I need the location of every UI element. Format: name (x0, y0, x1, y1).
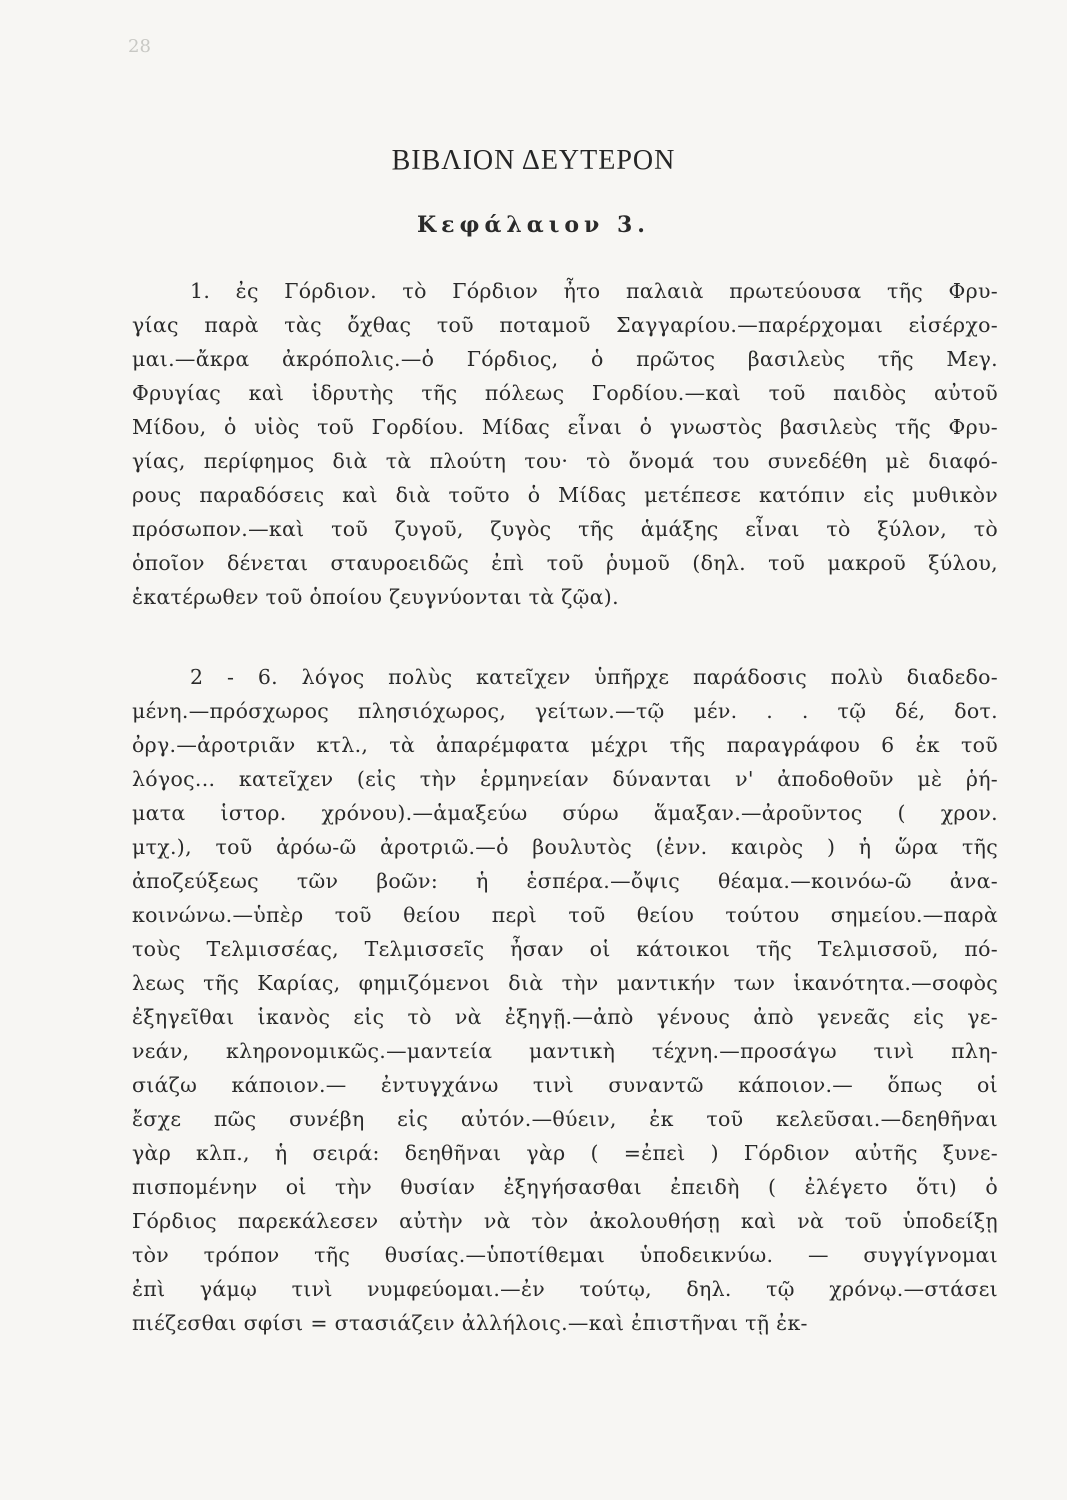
text-line: πρόσωπον.—καὶ τοῦ ζυγοῦ, ζυγὸς τῆς ἁμάξης εἶναι τὸ ξύλον, τὸ (132, 517, 998, 541)
paragraph-section-1 (132, 274, 998, 614)
text-line: τοὺς Τελμισσέας, Τελμισσεῖς ἦσαν οἱ κάτοικοι τῆς Τελμισσοῦ, πό- (132, 937, 998, 961)
text-line: μτχ.), τοῦ ἀρόω-ῶ ἀροτριῶ.—ὁ βουλυτὸς (ἐνν. καιρὸς ) ἡ ὥρα τῆς (132, 835, 998, 859)
text-line: Φρυγίας καὶ ἱδρυτὴς τῆς πόλεως Γορδίου.—καὶ τοῦ παιδὸς αὐτοῦ (132, 381, 998, 405)
text-line: γίας, περίφημος διὰ τὰ πλούτη του· τὸ ὄνομά του συνεδέθη μὲ διαφό- (132, 449, 998, 473)
paragraph-sections-2-6 (132, 660, 998, 1340)
text-line: ἀποζεύξεως τῶν βοῶν: ἡ ἑσπέρα.—ὄψις θέαμα.—κοινόω-ῶ ἀνα- (132, 869, 998, 893)
text-line: ἐξηγεῖθαι ἱκανὸς εἰς τὸ νὰ ἐξηγῇ.—ἀπὸ γένους ἀπὸ γενεᾶς εἰς γε- (132, 1005, 998, 1029)
text-line: ὁποῖον δένεται σταυροειδῶς ἐπὶ τοῦ ῥυμοῦ (δηλ. τοῦ μακροῦ ξύλου, (132, 551, 998, 575)
text-line: νεάν, κληρονομικῶς.—μαντεία μαντικὴ τέχνη.—προσάγω τινὶ πλη- (132, 1039, 998, 1063)
text-line: 2 - 6. λόγος πολὺς κατεῖχεν ὑπῆρχε παράδοσις πολὺ διαδεδο- (190, 665, 998, 689)
text-line: σιάζω κάποιον.— ἐντυγχάνω τινὶ συναντῶ κάποιον.— ὅπως οἱ (132, 1073, 998, 1097)
text-line: ματα ἱστορ. χρόνου).—ἁμαξεύω σύρω ἅμαξαν.—ἀροῦντος ( χρον. (132, 801, 998, 825)
text-line: Μίδου, ὁ υἱὸς τοῦ Γορδίου. Μίδας εἶναι ὁ γνωστὸς βασιλεὺς τῆς Φρυ- (132, 415, 998, 439)
text-line: 1. ἐς Γόρδιον. τὸ Γόρδιον ἦτο παλαιὰ πρωτεύουσα τῆς Φρυ- (190, 279, 998, 303)
text-line: πιέζεσθαι σφίσι = στασιάζειν ἀλλήλοις.—καὶ ἐπιστῆναι τῇ ἐκ- (132, 1311, 808, 1335)
text-line: μένη.—πρόσχωρος πλησιόχωρος, γείτων.—τῷ μέν. . . τῷ δέ, δοτ. (132, 699, 998, 723)
page-number: 28 (128, 36, 151, 57)
text-line: Γόρδιος παρεκάλεσεν αὐτὴν νὰ τὸν ἀκολουθήσῃ καὶ νὰ τοῦ ὑποδείξῃ (132, 1209, 998, 1233)
text-line: κοινώνω.—ὑπὲρ τοῦ θείου περὶ τοῦ θείου τούτου σημείου.—παρὰ (132, 903, 998, 927)
text-line: ρους παραδόσεις καὶ διὰ τοῦτο ὁ Μίδας μετέπεσε κατόπιν εἰς μυθικὸν (132, 483, 998, 507)
text-line: λεως τῆς Καρίας, φημιζόμενοι διὰ τὴν μαντικήν των ἱκανότητα.—σοφὸς (132, 971, 998, 995)
text-line: ἐπὶ γάμῳ τινὶ νυμφεύομαι.—ἐν τούτῳ, δηλ. τῷ χρόνῳ.—στάσει (132, 1277, 998, 1301)
text-line: ὀργ.—ἀροτριᾶν κτλ., τὰ ἀπαρέμφατα μέχρι τῆς παραγράφου 6 ἐκ τοῦ (132, 733, 998, 757)
text-line: πισπομένην οἱ τὴν θυσίαν ἐξηγήσασθαι ἐπειδὴ ( ἐλέγετο ὅτι) ὁ (132, 1175, 998, 1199)
text-line: λόγος... κατεῖχεν (εἰς τὴν ἑρμηνείαν δύνανται ν' ἀποδοθοῦν μὲ ῥή- (132, 767, 998, 791)
text-line: τὸν τρόπον τῆς θυσίας.—ὑποτίθεμαι ὑποδεικνύω. — συγγίγνομαι (132, 1243, 998, 1267)
text-line: μαι.—ἄκρα ἀκρόπολις.—ὁ Γόρδιος, ὁ πρῶτος βασιλεὺς τῆς Μεγ. (132, 347, 998, 371)
chapter-heading: Κεφάλαιον 3. (417, 212, 650, 238)
book-title: ΒΙΒΛΙΟΝ ΔΕΥΤΕΡΟΝ (391, 145, 676, 176)
text-line: ἔσχε πῶς συνέβη εἰς αὐτόν.—θύειν, ἐκ τοῦ κελεῦσαι.—δεηθῆναι (132, 1107, 998, 1131)
text-line: γὰρ κλπ., ἡ σειρά: δεηθῆναι γὰρ ( =ἐπεὶ ) Γόρδιον αὐτῆς ξυνε- (132, 1141, 998, 1165)
text-line: ἑκατέρωθεν τοῦ ὁποίου ζευγνύονται τὰ ζῷα). (132, 585, 619, 609)
text-line: γίας παρὰ τὰς ὄχθας τοῦ ποταμοῦ Σαγγαρίου.—παρέρχομαι εἰσέρχο- (132, 313, 998, 337)
